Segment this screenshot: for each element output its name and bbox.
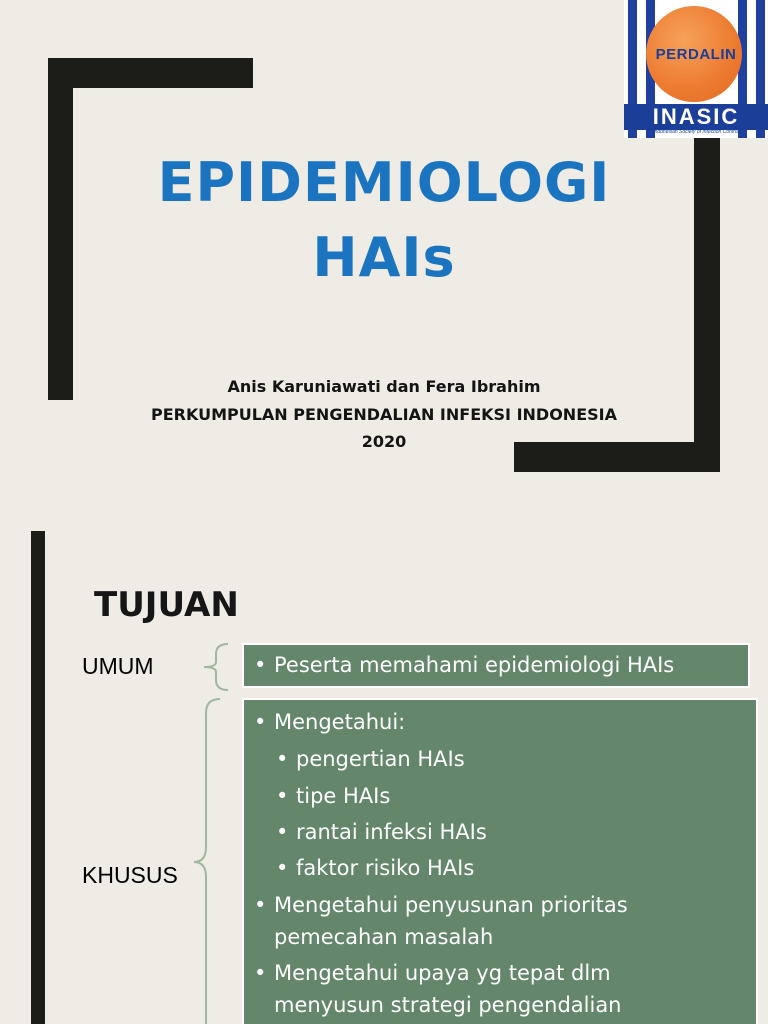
year: 2020	[361, 432, 407, 451]
organization: PERKUMPULAN PENGENDALIAN INFEKSI INDONESIA	[151, 405, 617, 424]
umum-brace-icon	[198, 642, 232, 692]
umum-item: • Peserta memahami epidemiologi HAIs	[254, 653, 675, 677]
khusus-label: KHUSUS	[82, 862, 178, 888]
khusus-main-3: • Mengetahui upaya yg tepat dlm menyusun strategi pengendalian	[254, 961, 622, 1017]
khusus-sub-3: • rantai infeksi HAIs	[276, 820, 487, 844]
title-slide	[0, 0, 768, 505]
logo-perdalin-text: PERDALIN	[655, 46, 737, 63]
umum-box	[242, 643, 750, 688]
title-line-2: HAIs	[312, 226, 456, 289]
left-accent-bar	[31, 531, 45, 1024]
khusus-sub-2: • tipe HAIs	[276, 784, 391, 808]
logo-inasic-text: INASIC	[624, 104, 768, 130]
perdalin-inasic-logo	[624, 0, 768, 138]
khusus-sub-4: • faktor risiko HAIs	[276, 856, 475, 880]
objectives-slide	[0, 505, 768, 1024]
khusus-sub-1: • pengertian HAIs	[276, 747, 465, 771]
umum-label: UMUM	[82, 653, 154, 679]
khusus-main-2: • Mengetahui penyusunan prioritas pemecahan masalah	[254, 893, 628, 949]
slide-heading: TUJUAN	[94, 585, 239, 625]
khusus-brace-icon	[190, 697, 224, 1024]
title-line-1: EPIDEMIOLOGI	[157, 151, 611, 214]
khusus-main-1: • Mengetahui:	[254, 710, 406, 734]
logo-tagline: (Indonesian Society of Infection Control)	[651, 129, 741, 135]
authors: Anis Karuniawati dan Fera Ibrahim	[227, 377, 541, 396]
khusus-box	[242, 698, 758, 1024]
frame-top-bar	[48, 58, 253, 88]
